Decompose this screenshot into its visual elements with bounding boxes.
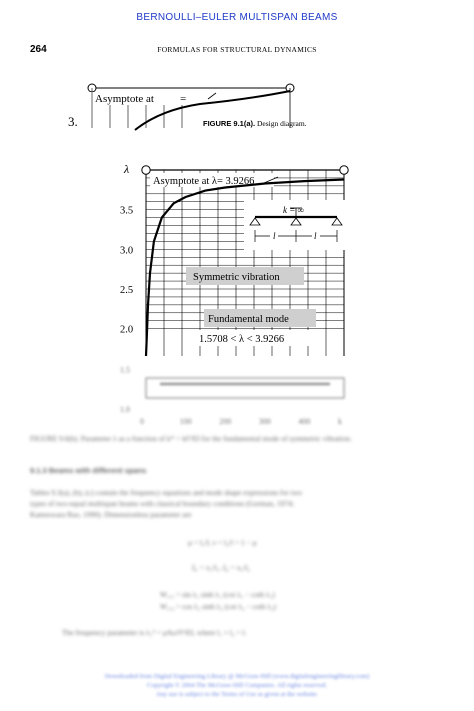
y-tick-label: 1.5 (120, 365, 130, 375)
caption-text: Design diagram. (256, 119, 307, 128)
footer-line-1: Downloaded from Digital Engineering Library @ McGraw-Hill (www.digitalengineeringlibrary.com) (104, 673, 370, 680)
x-tick-label: 400 (298, 417, 311, 426)
paragraph-line-1: Tables 9.3(a), (b), (c) contain the frequency equations and mode shape expressions for two (30, 488, 302, 497)
asymptote-label: Asymptote at λ= 3.9266 (153, 176, 255, 187)
x-tick-label: 0 (140, 417, 144, 426)
range-label: 1.5708 < λ < 3.9266 (199, 334, 285, 345)
fragment-equals: = (180, 93, 187, 105)
y-tick-label: 2.5 (120, 285, 134, 296)
equation-4: W₁,₂ = cos λ₂ sinh λ₂ (cot λ₂ − coth λ₂) (160, 602, 276, 611)
inset-k-label: k = ∞ (283, 205, 304, 215)
inset-span-1: l (273, 231, 276, 241)
y-tick-label: 2.0 (120, 324, 134, 336)
figure-caption-blurred: FIGURE 9.6(b). Parameter λ as a function of k* = kl³/EI for the fundamental mode of symmetric vibration. (30, 434, 352, 443)
footer-line-3: Any use is subject to the Terms of Use as given at the website. (155, 691, 319, 698)
section-heading: 9.1.3 Beams with different spans (30, 466, 147, 475)
x-tick-label: 300 (258, 417, 271, 426)
y-tick-label: 3.0 (120, 245, 134, 257)
x-tick-label: 100 (179, 417, 192, 426)
x-tick-label: k (338, 417, 342, 426)
blurred-inset-beam (146, 378, 344, 398)
page-number: 264 (30, 44, 47, 55)
equation-2: ξ₁ = x₁/l₁, ξ₂ = x₂/l₂ (192, 563, 250, 572)
caption-bold: FIGURE 9.1(a). (203, 119, 256, 128)
chart-blurred-lower (140, 378, 344, 426)
fundamental-label: Fundamental mode (208, 314, 289, 325)
chart-grid (146, 170, 344, 356)
x-tick-labels (140, 417, 342, 426)
inset-span-2: l (314, 231, 317, 241)
y-axis-symbol: λ (124, 162, 130, 176)
equation-1: μ = l₁/l, ν = l₂/l = 1 − μ (188, 538, 257, 547)
equation-3: W₁,₁ = sin λ₁ sinh λ₁ (cot λ₁ − coth λ₁) (160, 590, 275, 599)
y-tick-label: 1.0 (120, 405, 130, 414)
y-tick-label: 3.5 (120, 205, 134, 217)
paragraph-line-2: types of two-equal multispan beams with classical boundary conditions (Gorman, 1974; (30, 499, 294, 508)
inset-beam-diagram (244, 200, 348, 250)
paragraph-line-3: Kameswara Rao, 1990). Dimensionless parameter are (30, 510, 192, 519)
frequency-parameter-line: The frequency parameter is λ₁⁴ = ρAω²l⁴/EI, where l₁ + l₂ = l. (62, 628, 247, 637)
asymptote-right-node (340, 166, 348, 174)
footer-line-2: Copyright © 2004 The McGraw-Hill Companies. All rights reserved. (147, 682, 327, 689)
asymptote-left-node (142, 166, 150, 174)
running-head: FORMULAS FOR STRUCTURAL DYNAMICS (157, 45, 317, 54)
fragment-asymptote-label: Asymptote at (95, 93, 154, 105)
page-header-title: BERNOULLI–EULER MULTISPAN BEAMS (136, 12, 338, 23)
x-tick-label: 200 (219, 417, 232, 426)
symmetric-label: Symmetric vibration (193, 272, 280, 283)
y-tick-labels (120, 206, 133, 414)
item-number: 3. (68, 114, 78, 129)
